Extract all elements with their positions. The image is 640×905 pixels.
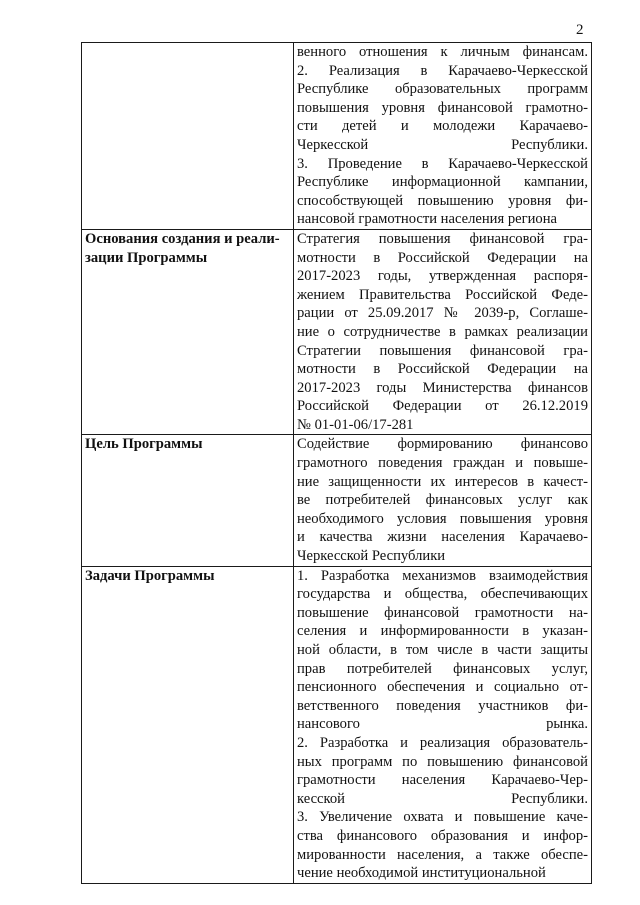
row-value-line: Республике образовательных программ	[297, 81, 588, 98]
row-value-line: повышения уровня финансовой грамотно-	[297, 99, 588, 116]
table-row	[82, 43, 592, 230]
row-value-line: 2. Разработка и реализация образователь-	[297, 734, 588, 751]
row-value-cell	[294, 229, 592, 435]
row-value-line: ние защищенности их интересов в качест-	[297, 473, 588, 490]
row-value-line: № 01-01-06/17-281	[297, 416, 414, 433]
row-label-cell	[82, 43, 294, 230]
row-value-line: Содействие формированию финансово	[297, 436, 588, 453]
row-value-line: Российской Федерации от 26.12.2019	[297, 398, 588, 415]
row-value-line: кесской Республики.	[297, 790, 588, 807]
row-label-cell	[82, 435, 294, 566]
row-value-line: грамотного поведения граждан и повыше-	[297, 455, 588, 472]
row-value-cell	[294, 435, 592, 566]
row-value-line: ной области, в том числе в части защиты	[297, 642, 588, 658]
row-value-line: рации от 25.09.2017 № 2039-р, Соглаше-	[297, 305, 588, 322]
row-value-line: нансового рынка.	[297, 716, 588, 733]
row-value-line: пенсионного обеспечения и социально от-	[297, 679, 588, 696]
row-value-line: нансовой грамотности населения региона	[297, 211, 557, 228]
row-label-cell	[82, 229, 294, 435]
row-value-line: способствующей повышению уровня фи-	[297, 192, 588, 209]
table-row	[82, 435, 592, 566]
row-value-cell	[294, 566, 592, 883]
row-label-line: Основания создания и реали-	[85, 230, 280, 247]
row-value-line: прав потребителей финансовых услуг,	[297, 660, 588, 677]
row-value-line: ветственного поведения участников фи-	[297, 697, 588, 714]
row-value-line: повышение финансовой грамотности на-	[297, 604, 588, 621]
row-value-line: мотности в Российской Федерации на	[297, 361, 588, 378]
row-value-line: жением Правительства Российской Феде-	[297, 286, 588, 303]
row-value-line: ве потребителей финансовых услуг как	[297, 492, 588, 509]
row-value-line: ных программ по повышению финансовой	[297, 753, 588, 770]
program-passport-table	[81, 42, 592, 884]
row-value-line: государства и общества, обеспечивающих	[297, 586, 588, 603]
row-value-line: 3. Увеличение охвата и повышение каче-	[297, 809, 588, 826]
row-label-line: Цель Программы	[85, 436, 203, 453]
row-label-line: зации Программы	[85, 249, 208, 266]
row-value-line: Черкесской Республики	[297, 548, 446, 565]
row-value-line: 2. Реализация в Карачаево-Черкесской	[297, 62, 588, 79]
page-number: 2	[576, 22, 584, 38]
row-label-line: Задачи Программы	[85, 567, 215, 584]
row-value-line: ства финансового образования и инфор-	[297, 827, 588, 844]
row-value-line: Черкесской Республики.	[297, 136, 588, 153]
row-value-line: 2017-2023 годы, утвержденная распоря-	[297, 268, 588, 285]
row-value-line: мированности населения, а также обеспе-	[297, 846, 588, 863]
table-row	[82, 566, 592, 883]
table-row	[82, 229, 592, 435]
row-value-line: грамотности населения Карачаево-Чер-	[297, 772, 588, 789]
row-value-line: Республике информационной кампании,	[297, 174, 588, 191]
row-value-line: 2017-2023 годы Министерства финансов	[297, 379, 588, 396]
row-value-line: и качества жизни населения Карачаево-	[297, 529, 588, 546]
row-value-line: мотности в Российской Федерации на	[297, 249, 588, 266]
row-value-line: 1. Разработка механизмов взаимодействия	[297, 567, 588, 584]
row-value-line: венного отношения к личным финансам.	[297, 44, 588, 60]
row-value-line: 3. Проведение в Карачаево-Черкесской	[297, 155, 588, 172]
row-value-line: сти детей и молодежи Карачаево-	[297, 118, 588, 135]
row-value-cell	[294, 43, 592, 230]
row-value-line: ние о сотрудничестве в рамках реализации	[297, 323, 588, 340]
row-label-cell	[82, 566, 294, 883]
row-value-line: Стратегия повышения финансовой гра-	[297, 230, 588, 247]
row-value-line: необходимого условия повышения уровня	[297, 510, 588, 527]
row-value-line: чение необходимой институциональной	[297, 865, 546, 882]
row-value-line: селения и информированности в указан-	[297, 623, 588, 640]
row-value-line: Стратегии повышения финансовой гра-	[297, 342, 588, 359]
